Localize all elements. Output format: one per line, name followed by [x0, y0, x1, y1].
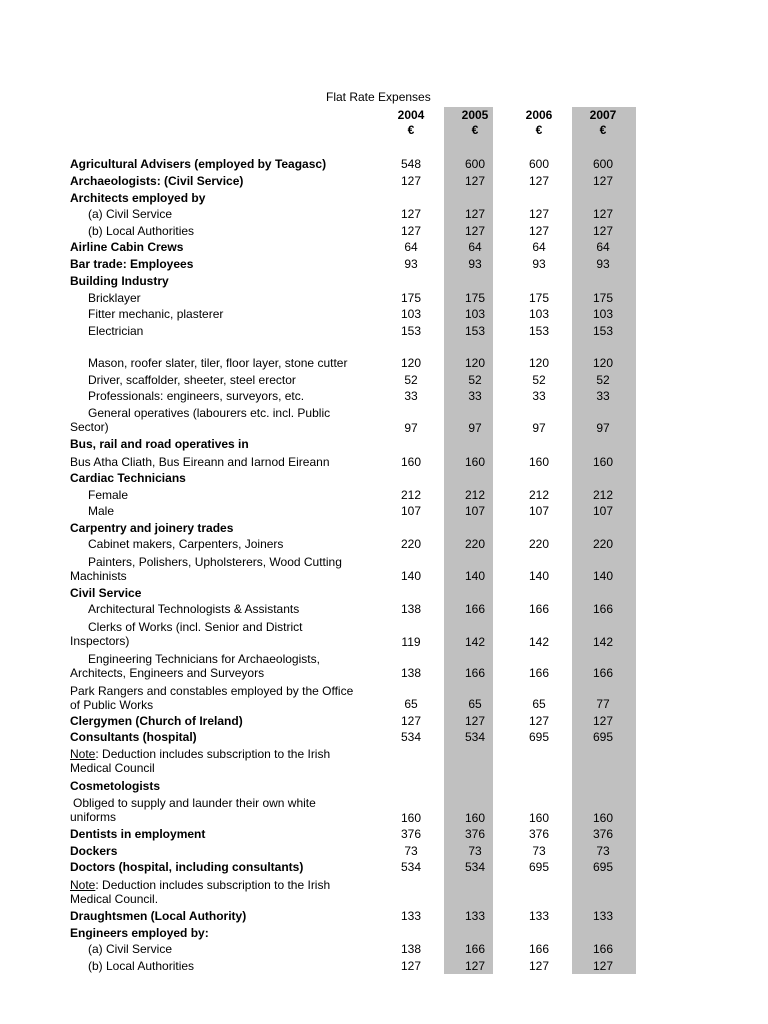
- value-2004: 119: [401, 635, 421, 649]
- value-2004: 127: [400, 174, 422, 188]
- value-2006: 166: [528, 602, 550, 616]
- value-2005: 120: [464, 356, 486, 370]
- value-2004: 138: [400, 602, 422, 616]
- value-2007: 97: [596, 421, 610, 435]
- value-2007: 33: [596, 389, 610, 403]
- value-2005: 65: [468, 697, 482, 711]
- value-2004: 103: [400, 307, 422, 321]
- row-label: Doctors (hospital, including consultants): [70, 860, 304, 874]
- value-2005: 107: [464, 504, 486, 518]
- value-2005: 534: [464, 860, 486, 874]
- value-2006: 103: [528, 307, 550, 321]
- value-2004: 160: [400, 811, 422, 825]
- row-label: Bricklayer: [88, 291, 141, 305]
- value-2005: 127: [464, 714, 486, 728]
- value-2007: 695: [592, 730, 614, 744]
- row-label: Female: [88, 488, 129, 502]
- value-2005: 220: [464, 537, 486, 551]
- value-2005: 175: [464, 291, 486, 305]
- row-label: Civil Service: [70, 586, 142, 600]
- value-2005: 127: [464, 207, 486, 221]
- value-2007: 175: [592, 291, 614, 305]
- value-2005: 103: [464, 307, 486, 321]
- row-label: [70, 684, 380, 712]
- row-label: Architectural Technologists & Assistants: [88, 602, 300, 616]
- row-label: [70, 878, 380, 906]
- value-2005: 64: [468, 240, 482, 254]
- note-word: Note: [70, 747, 96, 761]
- value-2006: 140: [528, 569, 550, 583]
- year-header-2006: 2006: [525, 108, 553, 122]
- note-word: Note: [70, 878, 96, 892]
- row-label: (a) Civil Service: [88, 942, 173, 956]
- value-2004: 64: [404, 240, 418, 254]
- note-line: Medical Council: [70, 761, 155, 775]
- row-label: Fitter mechanic, plasterer: [88, 307, 224, 321]
- value-2007: 64: [596, 240, 610, 254]
- year-header-2005: 2005: [461, 108, 489, 122]
- value-2004: 138: [400, 666, 422, 680]
- value-2004: 548: [400, 157, 422, 171]
- value-2004: 160: [400, 455, 422, 469]
- currency-header-2004: €: [407, 123, 415, 137]
- row-label: [70, 620, 380, 648]
- value-2006: 127: [528, 959, 550, 973]
- currency-header-2005: €: [471, 123, 479, 137]
- year-header-2004: 2004: [397, 108, 425, 122]
- value-2004: 97: [404, 421, 418, 435]
- row-label: [70, 747, 380, 775]
- value-2007: 160: [592, 811, 614, 825]
- label-line: Sector): [70, 420, 109, 434]
- value-2006: 127: [528, 714, 550, 728]
- value-2007: 93: [596, 257, 610, 271]
- label-line: Architects, Engineers and Surveyors: [70, 666, 265, 680]
- currency-header-2006: €: [535, 123, 543, 137]
- value-2006: 52: [532, 373, 546, 387]
- value-2005: 160: [464, 811, 486, 825]
- row-label: Engineers employed by:: [70, 926, 209, 940]
- value-2005: 73: [468, 844, 482, 858]
- value-2004: 212: [400, 488, 422, 502]
- value-2006: 127: [528, 224, 550, 238]
- value-2004: 65: [404, 697, 418, 711]
- value-2006: 65: [532, 697, 546, 711]
- value-2007: 103: [592, 307, 614, 321]
- label-line: of Public Works: [70, 698, 154, 712]
- value-2006: 175: [528, 291, 550, 305]
- value-2007: 127: [592, 714, 614, 728]
- row-label: Cabinet makers, Carpenters, Joiners: [88, 537, 284, 551]
- row-label: Male: [88, 504, 115, 518]
- row-label: Building Industry: [70, 274, 169, 288]
- value-2005: 52: [468, 373, 482, 387]
- value-2007: 127: [592, 959, 614, 973]
- value-2006: 73: [532, 844, 546, 858]
- value-2005: 93: [468, 257, 482, 271]
- value-2004: 133: [400, 909, 422, 923]
- value-2004: 33: [404, 389, 418, 403]
- value-2007: 166: [592, 942, 614, 956]
- value-2004: 376: [400, 827, 422, 841]
- note-line: Note: Deduction includes subscription to the Irish: [70, 747, 331, 761]
- value-2004: 175: [400, 291, 422, 305]
- value-2005: 160: [464, 455, 486, 469]
- value-2004: 127: [400, 959, 422, 973]
- value-2006: 97: [532, 421, 546, 435]
- value-2004: 127: [400, 224, 422, 238]
- value-2006: 212: [528, 488, 550, 502]
- label-line: Clerks of Works (incl. Senior and District: [88, 620, 303, 634]
- note-line: Note: Deduction includes subscription to the Irish: [70, 878, 331, 892]
- row-label: Agricultural Advisers (employed by Teagasc): [70, 157, 327, 171]
- label-line: Obliged to supply and launder their own white: [73, 796, 316, 810]
- value-2007: 133: [592, 909, 614, 923]
- row-label: (b) Local Authorities: [88, 224, 195, 238]
- row-label: Mason, roofer slater, tiler, floor layer, stone cutter: [88, 356, 348, 370]
- label-line: Engineering Technicians for Archaeologists,: [88, 652, 320, 666]
- value-2006: 107: [528, 504, 550, 518]
- value-2005: 127: [464, 224, 486, 238]
- value-2007: 140: [592, 569, 614, 583]
- page-title: Flat Rate Expenses: [326, 90, 431, 104]
- note-line: Medical Council.: [70, 892, 159, 906]
- value-2005: 127: [464, 959, 486, 973]
- row-label: Cardiac Technicians: [70, 471, 186, 485]
- value-2006: 695: [528, 730, 550, 744]
- value-2005: 33: [468, 389, 482, 403]
- row-label: Electrician: [88, 324, 144, 338]
- row-label: Archaeologists: (Civil Service): [70, 174, 244, 188]
- value-2004: 140: [400, 569, 422, 583]
- row-label: Consultants (hospital): [70, 730, 197, 744]
- value-2006: 166: [528, 666, 550, 680]
- value-2006: 153: [528, 324, 550, 338]
- value-2006: 220: [528, 537, 550, 551]
- value-2005: 97: [468, 421, 482, 435]
- value-2005: 600: [464, 157, 486, 171]
- row-label: [70, 555, 380, 583]
- label-line: Painters, Polishers, Upholsterers, Wood Cutting: [88, 555, 342, 569]
- value-2005: 142: [464, 635, 486, 649]
- value-2005: 166: [464, 666, 486, 680]
- value-2007: 73: [596, 844, 610, 858]
- value-2006: 160: [528, 455, 550, 469]
- value-2004: 534: [400, 860, 422, 874]
- row-label: (a) Civil Service: [88, 207, 173, 221]
- value-2007: 107: [592, 504, 614, 518]
- value-2007: 166: [592, 666, 614, 680]
- value-2004: 127: [400, 714, 422, 728]
- label-line: Park Rangers and constables employed by the Office: [70, 684, 354, 698]
- label-line: Machinists: [70, 569, 127, 583]
- value-2004: 120: [400, 356, 422, 370]
- row-label: Carpentry and joinery trades: [70, 521, 234, 535]
- row-label: Cosmetologists: [70, 779, 161, 793]
- row-label: [70, 406, 380, 434]
- row-label: [70, 652, 380, 680]
- value-2006: 376: [528, 827, 550, 841]
- value-2005: 153: [464, 324, 486, 338]
- value-2007: 127: [592, 174, 614, 188]
- label-line: Inspectors): [70, 634, 130, 648]
- label-line: General operatives (labourers etc. incl. Public: [88, 406, 331, 420]
- row-label: Draughtsmen (Local Authority): [70, 909, 247, 923]
- value-2004: 107: [400, 504, 422, 518]
- value-2007: 153: [592, 324, 614, 338]
- value-2006: 127: [528, 174, 550, 188]
- value-2004: 153: [400, 324, 422, 338]
- value-2006: 166: [528, 942, 550, 956]
- row-label: Airline Cabin Crews: [70, 240, 184, 254]
- value-2004: 138: [400, 942, 422, 956]
- value-2006: 127: [528, 207, 550, 221]
- value-2007: 212: [592, 488, 614, 502]
- value-2004: 93: [404, 257, 418, 271]
- value-2006: 33: [532, 389, 546, 403]
- value-2007: 695: [592, 860, 614, 874]
- value-2004: 534: [400, 730, 422, 744]
- value-2005: 376: [464, 827, 486, 841]
- value-2006: 600: [528, 157, 550, 171]
- value-2007: 220: [592, 537, 614, 551]
- row-label: Professionals: engineers, surveyors, etc.: [88, 389, 305, 403]
- value-2007: 127: [592, 224, 614, 238]
- row-label: Bus Atha Cliath, Bus Eireann and Iarnod Eireann: [70, 455, 330, 469]
- value-2007: 127: [592, 207, 614, 221]
- value-2006: 695: [528, 860, 550, 874]
- row-label: Dockers: [70, 844, 118, 858]
- value-2004: 220: [400, 537, 422, 551]
- value-2006: 93: [532, 257, 546, 271]
- row-label: Bar trade: Employees: [70, 257, 194, 271]
- value-2007: 376: [592, 827, 614, 841]
- value-2005: 133: [464, 909, 486, 923]
- row-label: [70, 796, 380, 824]
- value-2005: 140: [464, 569, 486, 583]
- value-2006: 160: [528, 811, 550, 825]
- value-2005: 534: [464, 730, 486, 744]
- value-2007: 600: [592, 157, 614, 171]
- row-label: Clergymen (Church of Ireland): [70, 714, 243, 728]
- year-header-2007: 2007: [589, 108, 617, 122]
- value-2006: 120: [528, 356, 550, 370]
- value-2005: 166: [464, 602, 486, 616]
- value-2007: 166: [592, 602, 614, 616]
- currency-header-2007: €: [599, 123, 607, 137]
- value-2007: 160: [592, 455, 614, 469]
- value-2007: 142: [592, 635, 614, 649]
- value-2007: 77: [596, 697, 610, 711]
- value-2006: 133: [528, 909, 550, 923]
- row-label: Dentists in employment: [70, 827, 206, 841]
- value-2007: 120: [592, 356, 614, 370]
- row-label: Architects employed by: [70, 191, 206, 205]
- row-label: (b) Local Authorities: [88, 959, 195, 973]
- value-2004: 73: [404, 844, 418, 858]
- value-2006: 64: [532, 240, 546, 254]
- label-line: uniforms: [70, 810, 117, 824]
- value-2005: 166: [464, 942, 486, 956]
- value-2005: 127: [464, 174, 486, 188]
- value-2004: 52: [404, 373, 418, 387]
- row-label: Bus, rail and road operatives in: [70, 437, 249, 451]
- value-2004: 127: [400, 207, 422, 221]
- value-2005: 212: [464, 488, 486, 502]
- row-label: Driver, scaffolder, sheeter, steel erector: [88, 373, 296, 387]
- value-2007: 52: [596, 373, 610, 387]
- value-2006: 142: [528, 635, 550, 649]
